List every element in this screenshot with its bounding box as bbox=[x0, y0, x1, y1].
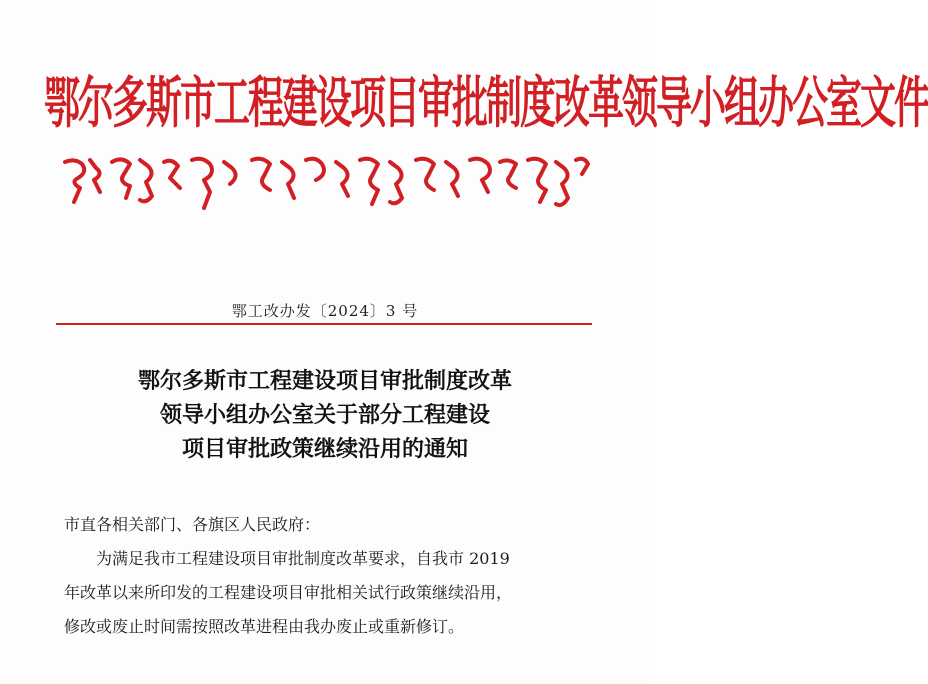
document-title bbox=[0, 364, 650, 466]
red-divider-line bbox=[56, 323, 592, 325]
document-title-line: 项目审批政策继续沿用的通知 bbox=[181, 436, 468, 462]
document-body bbox=[64, 508, 604, 644]
mongolian-script-header bbox=[60, 152, 590, 222]
document-number: 鄂工改办发〔2024〕3 号 bbox=[231, 302, 419, 320]
salutation: 市直各相关部门、各旗区人民政府： bbox=[64, 515, 321, 534]
paragraph-line: 修改或废止时间需按照改革进程由我办废止或重新修订。 bbox=[64, 617, 465, 636]
paragraph-line: 年改革以来所印发的工程建设项目审批相关试行政策继续沿用， bbox=[64, 583, 513, 602]
document-title-line: 鄂尔多斯市工程建设项目审批制度改革 bbox=[137, 368, 512, 394]
document-title-line: 领导小组办公室关于部分工程建设 bbox=[159, 402, 490, 428]
document-header-title: 鄂尔多斯市工程建设项目审批制度改革领导小组办公室文件 bbox=[44, 72, 928, 136]
paragraph-line: 为满足我市工程建设项目审批制度改革要求，自我市 2019 bbox=[96, 549, 510, 568]
